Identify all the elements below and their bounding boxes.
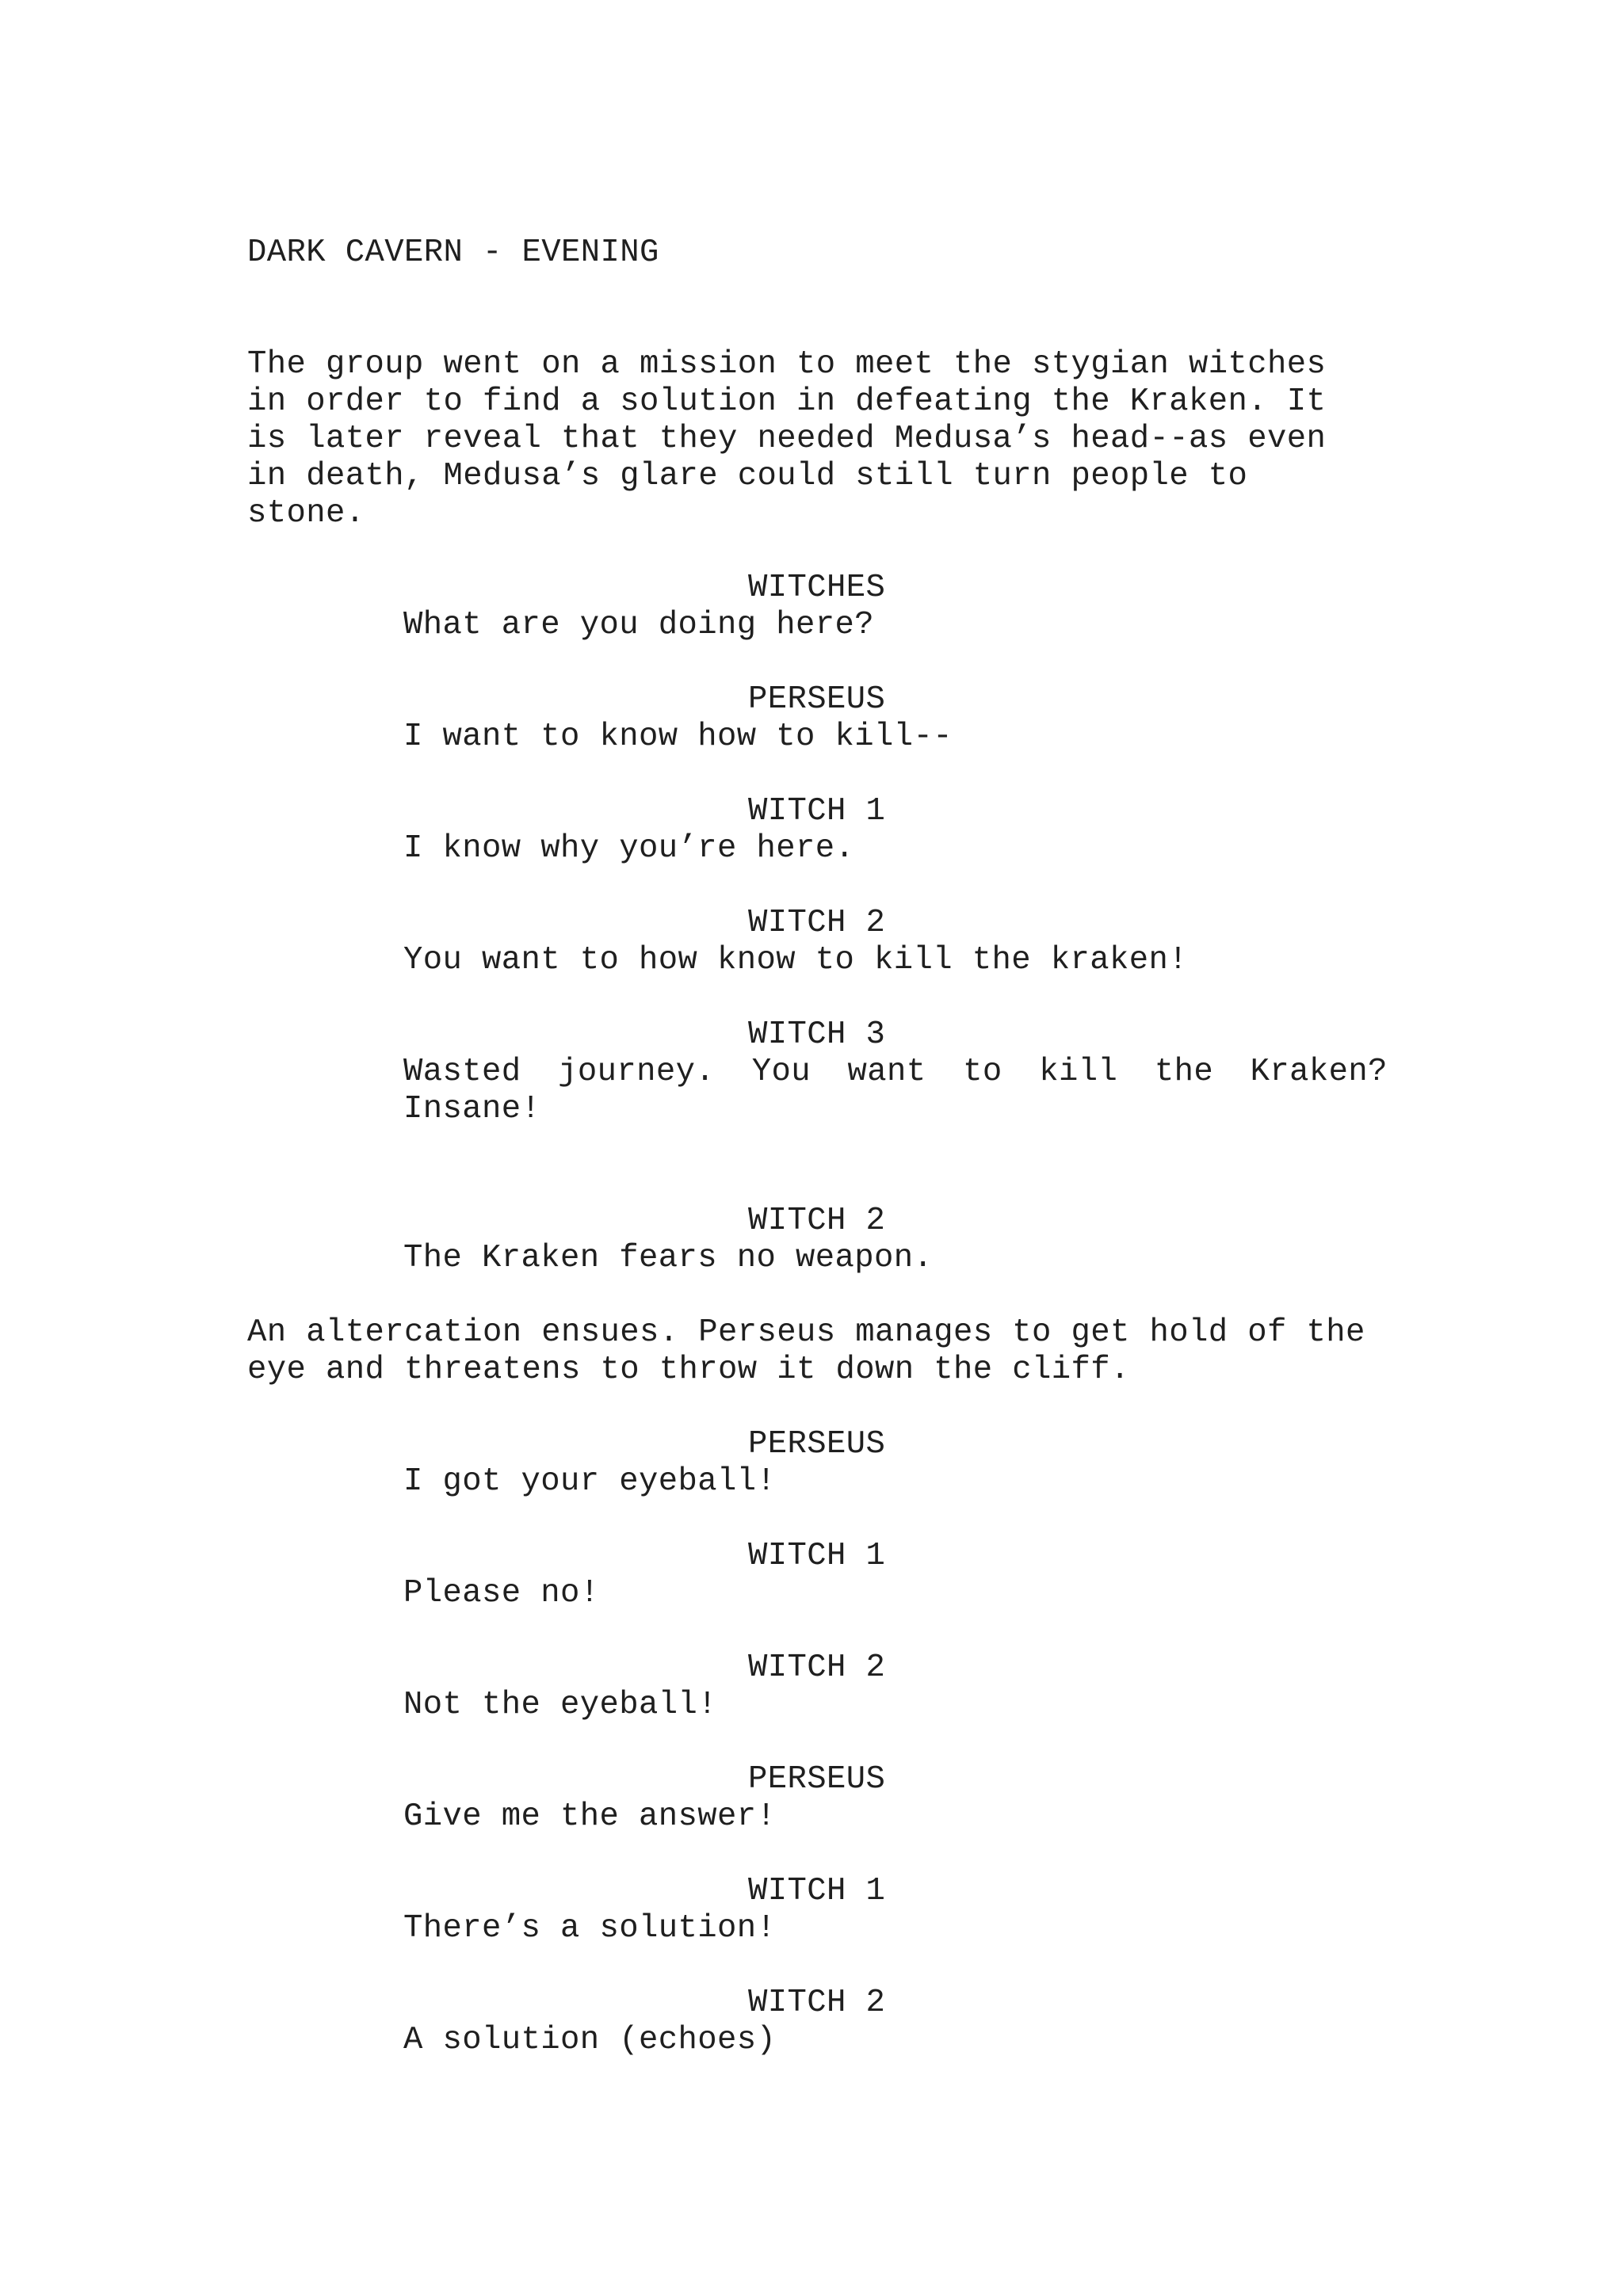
- dialogue-line: I want to know how to kill--: [403, 719, 953, 755]
- action-line: The group went on a mission to meet the stygian witches: [247, 346, 1327, 383]
- dialogue-word: You: [751, 1054, 811, 1090]
- scene-heading: DARK CAVERN - EVENING: [247, 235, 659, 271]
- action-line: is later reveal that they needed Medusa’s head--as even: [247, 421, 1327, 457]
- dialogue-line: I know why you’re here.: [403, 830, 855, 867]
- character-name: WITCH 3: [748, 1016, 886, 1053]
- dialogue-line: A solution (echoes): [403, 2022, 777, 2058]
- dialogue-word: want: [847, 1054, 926, 1090]
- dialogue-word: the: [1154, 1054, 1214, 1090]
- dialogue-word: journey.: [558, 1054, 716, 1090]
- character-name: WITCH 1: [748, 1873, 886, 1909]
- dialogue-line: There’s a solution!: [403, 1910, 777, 1947]
- character-name: PERSEUS: [748, 1761, 886, 1798]
- dialogue-line: What are you doing here?: [403, 607, 875, 643]
- dialogue-line: Please no!: [403, 1575, 600, 1611]
- dialogue-line: Give me the answer!: [403, 1798, 777, 1835]
- character-name: WITCH 2: [748, 1650, 886, 1686]
- dialogue-line: The Kraken fears no weapon.: [403, 1240, 934, 1276]
- action-line: eye and threatens to throw it down the cliff.: [247, 1352, 1130, 1388]
- character-name: WITCH 2: [748, 905, 886, 941]
- action-line: in death, Medusa’s glare could still turn people to: [247, 458, 1248, 494]
- dialogue-line-justified: [403, 1054, 1388, 1091]
- dialogue-word: Wasted: [403, 1054, 521, 1090]
- action-line: stone.: [247, 495, 365, 532]
- character-name: PERSEUS: [748, 681, 886, 718]
- character-name: WITCH 2: [748, 1985, 886, 2021]
- dialogue-line: I got your eyeball!: [403, 1463, 777, 1500]
- dialogue-word: to: [963, 1054, 1002, 1090]
- action-line: An altercation ensues. Perseus manages to get hold of the: [247, 1314, 1365, 1351]
- action-line: in order to find a solution in defeating the Kraken. It: [247, 383, 1327, 420]
- character-name: WITCH 1: [748, 793, 886, 830]
- dialogue-line: Insane!: [403, 1091, 541, 1127]
- dialogue-word: Kraken?: [1250, 1054, 1388, 1090]
- character-name: WITCH 1: [748, 1538, 886, 1574]
- dialogue-line: Not the eyeball!: [403, 1687, 718, 1723]
- character-name: WITCH 2: [748, 1203, 886, 1239]
- character-name: PERSEUS: [748, 1426, 886, 1463]
- character-name: WITCHES: [748, 570, 886, 606]
- dialogue-line: You want to how know to kill the kraken!: [403, 942, 1189, 978]
- dialogue-word: kill: [1039, 1054, 1118, 1090]
